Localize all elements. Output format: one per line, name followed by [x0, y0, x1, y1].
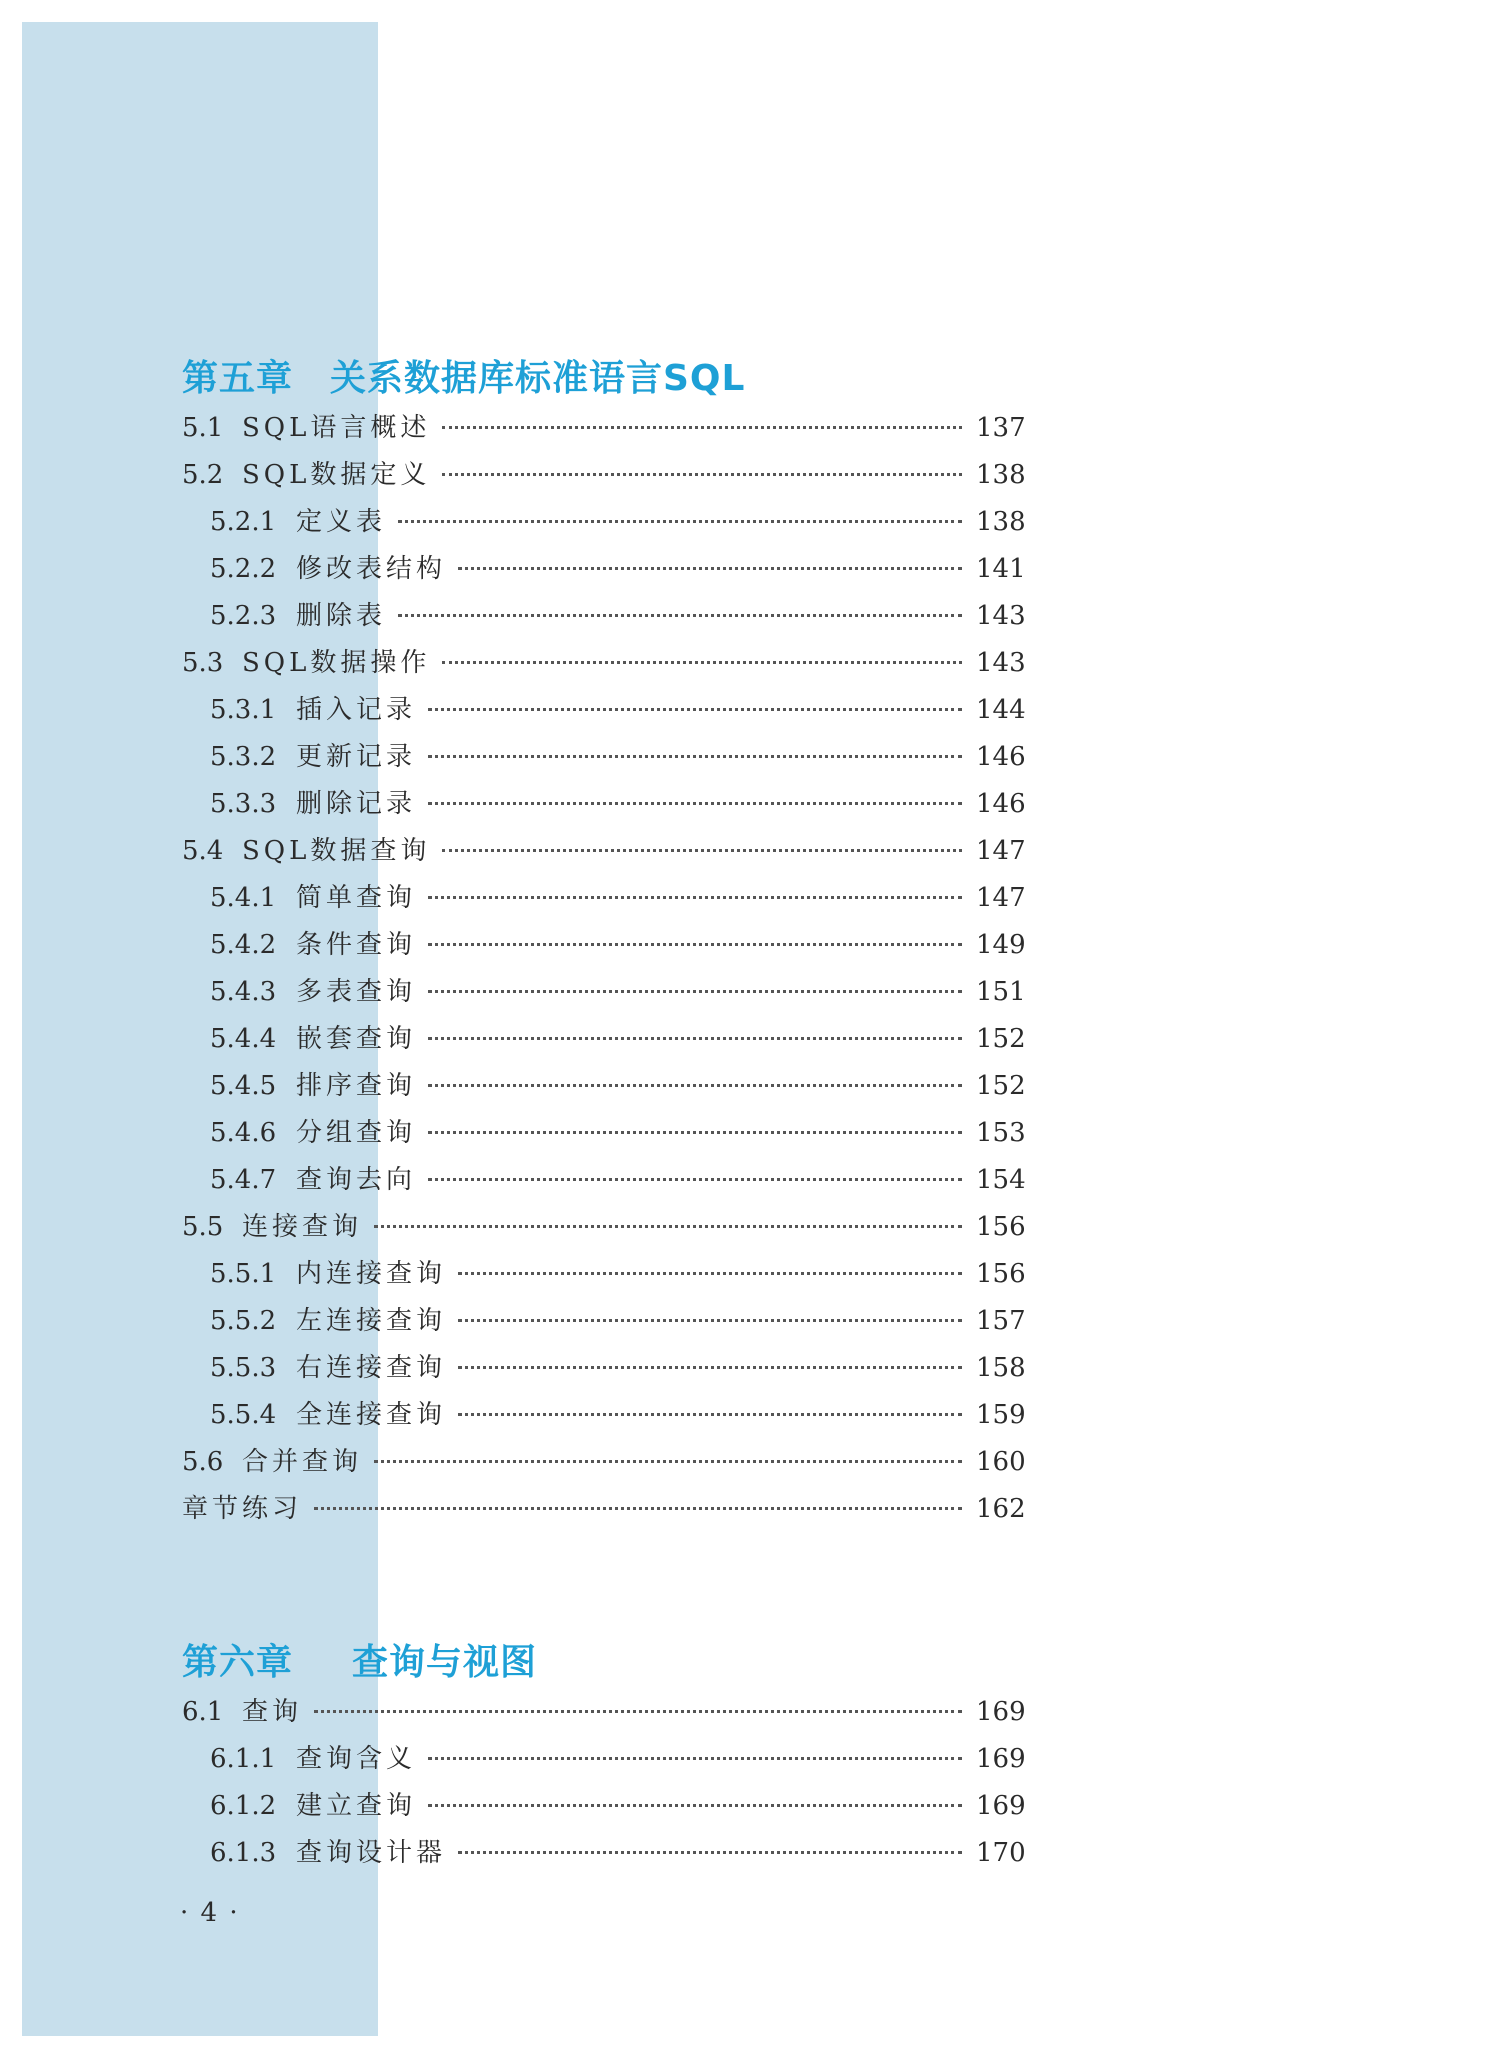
- chapter-number: 第五章: [182, 358, 294, 399]
- toc-entry-number: 5.3: [182, 648, 224, 678]
- toc-entry[interactable]: [182, 1783, 1026, 1830]
- chapter-number: 第六章: [182, 1642, 294, 1683]
- toc-entry-page: 153: [976, 1118, 1026, 1148]
- page-number: · 4 ·: [180, 1898, 240, 1928]
- dot-leader: [374, 1225, 962, 1228]
- toc-entry-title: 分组查询: [296, 1118, 417, 1148]
- toc-entry-number: 5.4.2: [210, 930, 277, 960]
- dot-leader: [442, 849, 962, 852]
- dot-leader: [374, 1460, 962, 1463]
- toc-entry-page: 158: [976, 1353, 1026, 1383]
- toc-entry[interactable]: [182, 1204, 1026, 1251]
- toc-entry-title: 更新记录: [296, 742, 417, 772]
- toc-entry-page: 154: [976, 1165, 1026, 1195]
- dot-leader: [428, 1084, 962, 1087]
- chapter-entries: [182, 405, 1026, 1533]
- toc-entry[interactable]: [182, 405, 1026, 452]
- dot-leader: [442, 661, 962, 664]
- toc-entry-page: 144: [976, 695, 1026, 725]
- chapter-name: 查询与视图: [352, 1642, 538, 1683]
- toc-entry-page: 146: [976, 789, 1026, 819]
- toc-entry-page: 141: [976, 554, 1026, 584]
- toc-entry-page: 143: [976, 601, 1026, 631]
- toc-entry-number: 5.4.5: [210, 1071, 277, 1101]
- toc-entry[interactable]: [182, 781, 1026, 828]
- toc-entry-page: 170: [976, 1838, 1026, 1868]
- toc-entry-title: 连接查询: [242, 1212, 363, 1242]
- toc-entry-page: 143: [976, 648, 1026, 678]
- dot-leader: [428, 708, 962, 711]
- toc-entry-title: 条件查询: [296, 930, 417, 960]
- toc-entry[interactable]: [182, 734, 1026, 781]
- toc-entry[interactable]: [182, 1736, 1026, 1783]
- toc-entry-title: 删除记录: [296, 789, 417, 819]
- toc-entry-number: 5.6: [182, 1447, 224, 1477]
- toc-entry[interactable]: [182, 452, 1026, 499]
- toc-entry-title: 删除表: [296, 601, 387, 631]
- toc-entry-title: SQL语言概述: [242, 413, 431, 443]
- toc-entry-title: 插入记录: [296, 695, 417, 725]
- toc-entry-number: 5.3.1: [210, 695, 277, 725]
- toc-entry-page: 151: [976, 977, 1026, 1007]
- toc-entry-number: 5.2: [182, 460, 224, 490]
- toc-entry-title: 修改表结构: [296, 554, 447, 584]
- toc-entry[interactable]: [182, 1486, 1026, 1533]
- toc-entry[interactable]: [182, 1110, 1026, 1157]
- toc-entry-page: 169: [976, 1697, 1026, 1727]
- toc-entry-title: 内连接查询: [296, 1259, 447, 1289]
- toc-entry-number: 6.1.1: [210, 1744, 277, 1774]
- toc-entry-number: 5.5.4: [210, 1400, 277, 1430]
- toc-entry-page: 147: [976, 883, 1026, 913]
- dot-leader: [428, 802, 962, 805]
- toc-entry[interactable]: [182, 828, 1026, 875]
- dot-leader: [398, 520, 962, 523]
- toc-entry[interactable]: [182, 1063, 1026, 1110]
- toc-entry-title: 查询去向: [296, 1165, 417, 1195]
- toc-entry-title: 建立查询: [296, 1791, 417, 1821]
- toc-entry-title: 章节练习: [182, 1494, 303, 1524]
- dot-leader: [442, 426, 962, 429]
- toc-entry-number: 5.5.1: [210, 1259, 277, 1289]
- dot-leader: [442, 473, 962, 476]
- toc-entry-number: 5.2.3: [210, 601, 277, 631]
- toc-entry-title: 简单查询: [296, 883, 417, 913]
- toc-entry-page: 157: [976, 1306, 1026, 1336]
- toc-entry[interactable]: [182, 1345, 1026, 1392]
- dot-leader: [398, 614, 962, 617]
- dot-leader: [428, 990, 962, 993]
- toc-entry[interactable]: [182, 546, 1026, 593]
- toc-entry[interactable]: [182, 1439, 1026, 1486]
- toc-entry[interactable]: [182, 969, 1026, 1016]
- chapter-entries: [182, 1689, 1026, 1877]
- toc-entry-title: 排序查询: [296, 1071, 417, 1101]
- toc-entry-title: 合并查询: [242, 1447, 363, 1477]
- toc-entry-number: 5.4.6: [210, 1118, 277, 1148]
- dot-leader: [428, 1757, 962, 1760]
- toc-entry-number: 6.1: [182, 1697, 224, 1727]
- toc-entry-page: 156: [976, 1212, 1026, 1242]
- toc-entry-title: 右连接查询: [296, 1353, 447, 1383]
- toc-entry[interactable]: [182, 687, 1026, 734]
- toc-entry-page: 160: [976, 1447, 1026, 1477]
- dot-leader: [428, 1178, 962, 1181]
- toc-entry[interactable]: [182, 593, 1026, 640]
- dot-leader: [458, 1272, 962, 1275]
- toc-entry-title: 定义表: [296, 507, 387, 537]
- toc-entry-number: 5.4: [182, 836, 224, 866]
- dot-leader: [428, 1131, 962, 1134]
- dot-leader: [458, 1851, 962, 1854]
- toc-entry-number: 6.1.2: [210, 1791, 277, 1821]
- dot-leader: [314, 1507, 962, 1510]
- table-of-contents: [182, 355, 1026, 1877]
- toc-entry-title: 查询含义: [296, 1744, 417, 1774]
- toc-entry-page: 152: [976, 1024, 1026, 1054]
- toc-entry-title: 查询: [242, 1697, 303, 1727]
- toc-entry-number: 5.2.1: [210, 507, 277, 537]
- toc-entry-number: 5.5: [182, 1212, 224, 1242]
- toc-entry-title: 多表查询: [296, 977, 417, 1007]
- dot-leader: [458, 1319, 962, 1322]
- chapter-heading: [182, 355, 1020, 403]
- toc-entry-page: 149: [976, 930, 1026, 960]
- chapter-heading: [182, 1639, 1020, 1687]
- toc-entry-number: 5.5.2: [210, 1306, 277, 1336]
- dot-leader: [428, 943, 962, 946]
- toc-entry-number: 5.4.4: [210, 1024, 277, 1054]
- toc-entry[interactable]: [182, 922, 1026, 969]
- toc-entry-number: 5.1: [182, 413, 224, 443]
- dot-leader: [428, 755, 962, 758]
- toc-entry-number: 5.4.3: [210, 977, 277, 1007]
- toc-entry-number: 5.5.3: [210, 1353, 277, 1383]
- toc-entry-number: 5.4.7: [210, 1165, 277, 1195]
- toc-entry[interactable]: [182, 640, 1026, 687]
- toc-entry-title: 嵌套查询: [296, 1024, 417, 1054]
- dot-leader: [458, 1413, 962, 1416]
- toc-entry[interactable]: [182, 1830, 1026, 1877]
- toc-entry[interactable]: [182, 1689, 1026, 1736]
- toc-entry-page: 152: [976, 1071, 1026, 1101]
- toc-entry[interactable]: [182, 1016, 1026, 1063]
- toc-entry-page: 169: [976, 1744, 1026, 1774]
- toc-entry-number: 5.3.2: [210, 742, 277, 772]
- toc-entry-title: 查询设计器: [296, 1838, 447, 1868]
- toc-entry-title: 全连接查询: [296, 1400, 447, 1430]
- toc-entry-title: SQL数据定义: [242, 460, 431, 490]
- toc-entry-page: 137: [976, 413, 1026, 443]
- toc-entry[interactable]: [182, 875, 1026, 922]
- toc-entry-title: SQL数据操作: [242, 648, 431, 678]
- dot-leader: [458, 1366, 962, 1369]
- toc-entry[interactable]: [182, 499, 1026, 546]
- toc-entry[interactable]: [182, 1392, 1026, 1439]
- toc-entry-number: 5.4.1: [210, 883, 277, 913]
- dot-leader: [458, 567, 962, 570]
- toc-entry-page: 146: [976, 742, 1026, 772]
- toc-entry-number: 5.3.3: [210, 789, 277, 819]
- dot-leader: [428, 1037, 962, 1040]
- chapter-name: 关系数据库标准语言SQL: [330, 358, 746, 399]
- dot-leader: [314, 1710, 962, 1713]
- dot-leader: [428, 1804, 962, 1807]
- toc-entry-title: SQL数据查询: [242, 836, 431, 866]
- toc-entry-page: 138: [976, 460, 1026, 490]
- toc-entry-title: 左连接查询: [296, 1306, 447, 1336]
- toc-entry-page: 147: [976, 836, 1026, 866]
- toc-entry-page: 169: [976, 1791, 1026, 1821]
- dot-leader: [428, 896, 962, 899]
- toc-entry[interactable]: [182, 1298, 1026, 1345]
- toc-entry-page: 162: [976, 1494, 1026, 1524]
- toc-entry-page: 138: [976, 507, 1026, 537]
- toc-entry[interactable]: [182, 1251, 1026, 1298]
- toc-entry[interactable]: [182, 1157, 1026, 1204]
- toc-entry-number: 6.1.3: [210, 1838, 277, 1868]
- toc-entry-page: 159: [976, 1400, 1026, 1430]
- toc-entry-page: 156: [976, 1259, 1026, 1289]
- toc-entry-number: 5.2.2: [210, 554, 277, 584]
